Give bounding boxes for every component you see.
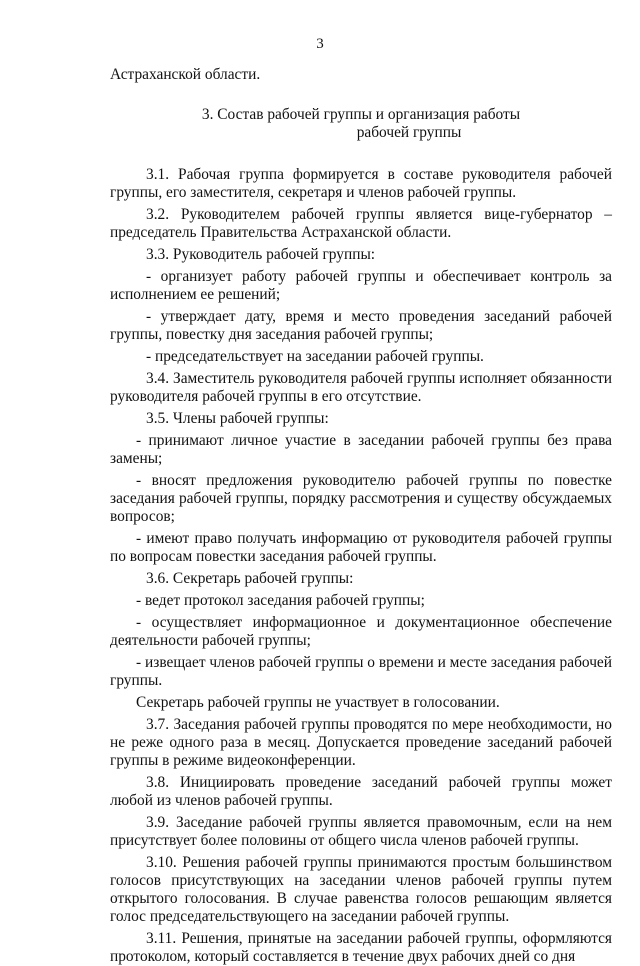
paragraph-3-11: 3.11. Решения, принятые на заседании рабочей группы, оформляются протоколом, который составляется в течение двух рабочих дней со дня <box>110 930 612 965</box>
paragraph-3-7: 3.7. Заседания рабочей группы проводятся по мере необходимости, но не реже одного раза в месяц. Допускается проведение заседаний рабочей группы в режиме видеоконференции. <box>110 716 612 769</box>
document-body <box>110 66 612 966</box>
paragraph-3-6: 3.6. Секретарь рабочей группы: <box>146 570 354 587</box>
list-item: - извещает членов рабочей группы о времени и месте заседания рабочей группы. <box>110 654 612 689</box>
section-heading <box>110 106 612 142</box>
list-item: - вносят предложения руководителю рабочей группы по повестке заседания рабочей группы, порядку рассмотрения и существу обсуждаемых вопросов; <box>110 472 612 525</box>
intro-line: Астраханской области. <box>110 66 261 83</box>
paragraph-3-2: 3.2. Руководителем рабочей группы является вице-губернатор – председатель Правительства Астраханской области. <box>110 206 612 241</box>
paragraph-3-3: 3.3. Руководитель рабочей группы: <box>146 246 376 263</box>
list-item: - принимают личное участие в заседании рабочей группы без права замены; <box>110 432 612 467</box>
paragraph-3-5: 3.5. Члены рабочей группы: <box>146 410 329 427</box>
section-heading-line1: 3. Состав рабочей группы и организация работы <box>201 106 521 123</box>
list-item: - осуществляет информационное и документационное обеспечение деятельности рабочей группы; <box>110 614 612 649</box>
paragraph-3-4: 3.4. Заместитель руководителя рабочей группы исполняет обязанности руководителя рабочей группы в его отсутствие. <box>110 370 612 405</box>
section-heading-line2: рабочей группы <box>356 124 462 141</box>
paragraph-secretary-note: Секретарь рабочей группы не участвует в голосовании. <box>136 694 500 711</box>
page-number: 3 <box>316 36 324 52</box>
paragraph-3-8: 3.8. Инициировать проведение заседаний рабочей группы может любой из членов рабочей группы. <box>110 774 612 809</box>
list-item: - имеют право получать информацию от руководителя рабочей группы по вопросам повестки заседания рабочей группы. <box>110 530 612 565</box>
list-item: - утверждает дату, время и место проведения заседаний рабочей группы, повестку дня заседания рабочей группы; <box>110 308 612 343</box>
list-item: - председательствует на заседании рабочей группы. <box>146 348 484 365</box>
paragraph-3-1: 3.1. Рабочая группа формируется в составе руководителя рабочей группы, его заместителя, секретаря и членов рабочей группы. <box>110 166 612 201</box>
paragraph-3-10: 3.10. Решения рабочей группы принимаются простым большинством голосов присутствующих на заседании членов рабочей группы путем открытого голосования. В случае равенства голосов решающим является голос председательствующего на заседании рабочей группы. <box>110 854 612 925</box>
paragraph-3-9: 3.9. Заседание рабочей группы является правомочным, если на нем присутствует более половины от общего числа членов рабочей группы. <box>110 814 612 849</box>
list-item: - организует работу рабочей группы и обеспечивает контроль за исполнением ее решений; <box>110 268 612 303</box>
list-item: - ведет протокол заседания рабочей группы; <box>136 592 425 609</box>
